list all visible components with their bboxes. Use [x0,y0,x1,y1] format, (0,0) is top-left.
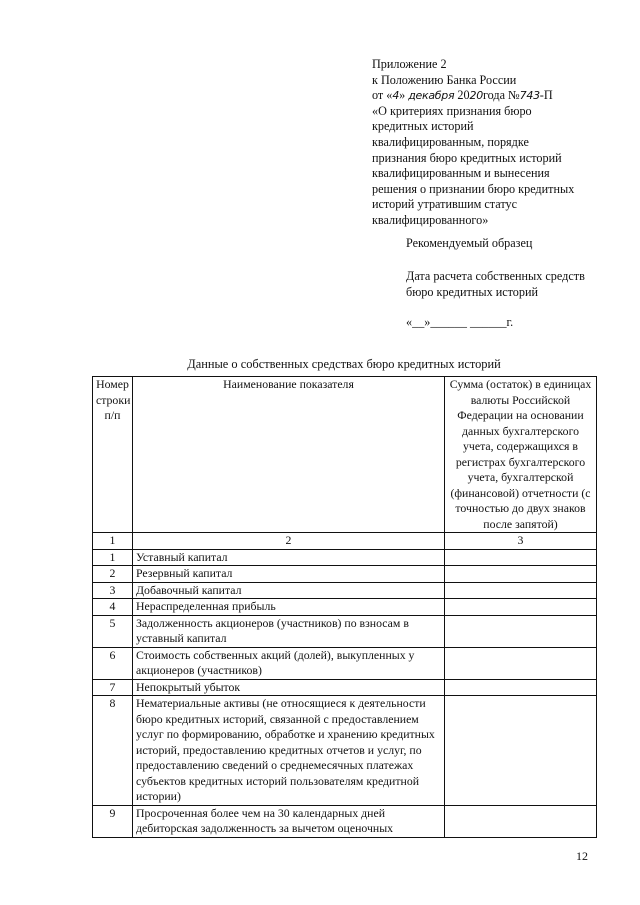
table-row [93,582,597,599]
table-row [93,566,597,583]
amount-cell [445,599,597,616]
row-number-cell: 4 [93,599,133,616]
table-row [93,647,597,679]
row-number-cell: 3 [93,582,133,599]
date-year-word: года № [482,88,520,103]
indicator-name-cell: Стоимость собственных акций (долей), выкупленных у акционеров (участников) [133,647,445,679]
date-day-handwritten: 4 [392,89,400,103]
doc-number-handwritten: 743 [519,89,540,103]
doc-suffix: -П [539,88,553,103]
appendix-regulation-name-4: признания бюро кредитных историй [372,150,562,165]
header-amount: Сумма (остаток) в единицах валюты Российской Федерации на основании данных бухгалтерского учета, содержащихся в регистрах бухгалтерского учета, бухгалтерской (финансовой) отчетности (с точностью до двух знаков после запятой) [445,377,597,533]
table-row [93,805,597,837]
row-number-cell: 1 [93,549,133,566]
sample-label: Рекомендуемый образец [406,236,533,250]
column-number: 3 [445,533,597,550]
page-number: 12 [576,849,588,863]
table-title: Данные о собственных средствах бюро кредитных историй [187,357,501,371]
row-number-cell: 2 [93,566,133,583]
amount-cell [445,805,597,837]
indicator-name-cell: Добавочный капитал [133,582,445,599]
amount-cell [445,615,597,647]
appendix-regulation-name-5: квалифицированным и вынесения [372,166,550,181]
indicator-name-cell: Уставный капитал [133,549,445,566]
amount-cell [445,647,597,679]
appendix-header [372,57,604,229]
row-number-cell: 6 [93,647,133,679]
appendix-regulation: к Положению Банка России [372,72,517,87]
amount-cell [445,582,597,599]
row-number-cell: 9 [93,805,133,837]
column-number: 2 [133,533,445,550]
table-row [93,599,597,616]
table-row [93,679,597,696]
indicator-name-cell: Просроченная более чем на 30 календарных дней дебиторская задолженность за вычетом оценочных [133,805,445,837]
header-row-number: Номер строки п/п [93,377,133,533]
own-funds-table [92,376,597,838]
table-body [93,549,597,837]
indicator-name-cell: Нематериальные активы (не относящиеся к деятельности бюро кредитных историй, связанной с предоставлением услуг по формированию, обработке и хранению кредитных историй, предоставлению кредитных отчетов и услуг, по предоставлению сведений о среднемесячных платежах субъектов кредитных историй пользователям кредитной истории) [133,696,445,806]
appendix-regulation-name-2: кредитных историй [372,119,474,134]
table-row [93,696,597,806]
row-number-cell: 5 [93,615,133,647]
appendix-regulation-name-8: квалифицированного» [372,212,489,227]
appendix-regulation-name-6: решения о признании бюро кредитных [372,181,575,196]
row-number-cell: 7 [93,679,133,696]
row-number-cell: 8 [93,696,133,806]
date-prefix: от « [372,88,393,103]
amount-cell [445,549,597,566]
header-indicator-name: Наименование показателя [133,377,445,533]
amount-cell [445,566,597,583]
indicator-name-cell: Непокрытый убыток [133,679,445,696]
table-row [93,615,597,647]
indicator-name-cell: Задолженность акционеров (участников) по взносам в уставный капитал [133,615,445,647]
calc-date-line-1: Дата расчета собственных средств [406,269,585,283]
table-row [93,549,597,566]
calc-date-label [406,268,585,300]
appendix-regulation-name-1: «О критериях признания бюро [372,103,532,118]
appendix-date-line: от «4» декабря 2020года №743-П [372,88,553,103]
date-year-handwritten: 20 [469,89,483,103]
indicator-name-cell: Нераспределенная прибыль [133,599,445,616]
amount-cell [445,679,597,696]
indicator-name-cell: Резервный капитал [133,566,445,583]
date-blank-field: «__»______ ______г. [406,315,514,329]
column-number-row [93,533,597,550]
date-year-prefix: 20 [457,88,470,103]
column-number: 1 [93,533,133,550]
appendix-regulation-name-7: историй утратившим статус [372,197,518,212]
amount-cell [445,696,597,806]
date-month-handwritten: декабря [408,89,455,103]
calc-date-line-2: бюро кредитных историй [406,285,539,299]
table-header-row [93,377,597,533]
appendix-regulation-name-3: квалифицированным, порядке [372,134,529,149]
appendix-title: Приложение 2 [372,57,447,71]
